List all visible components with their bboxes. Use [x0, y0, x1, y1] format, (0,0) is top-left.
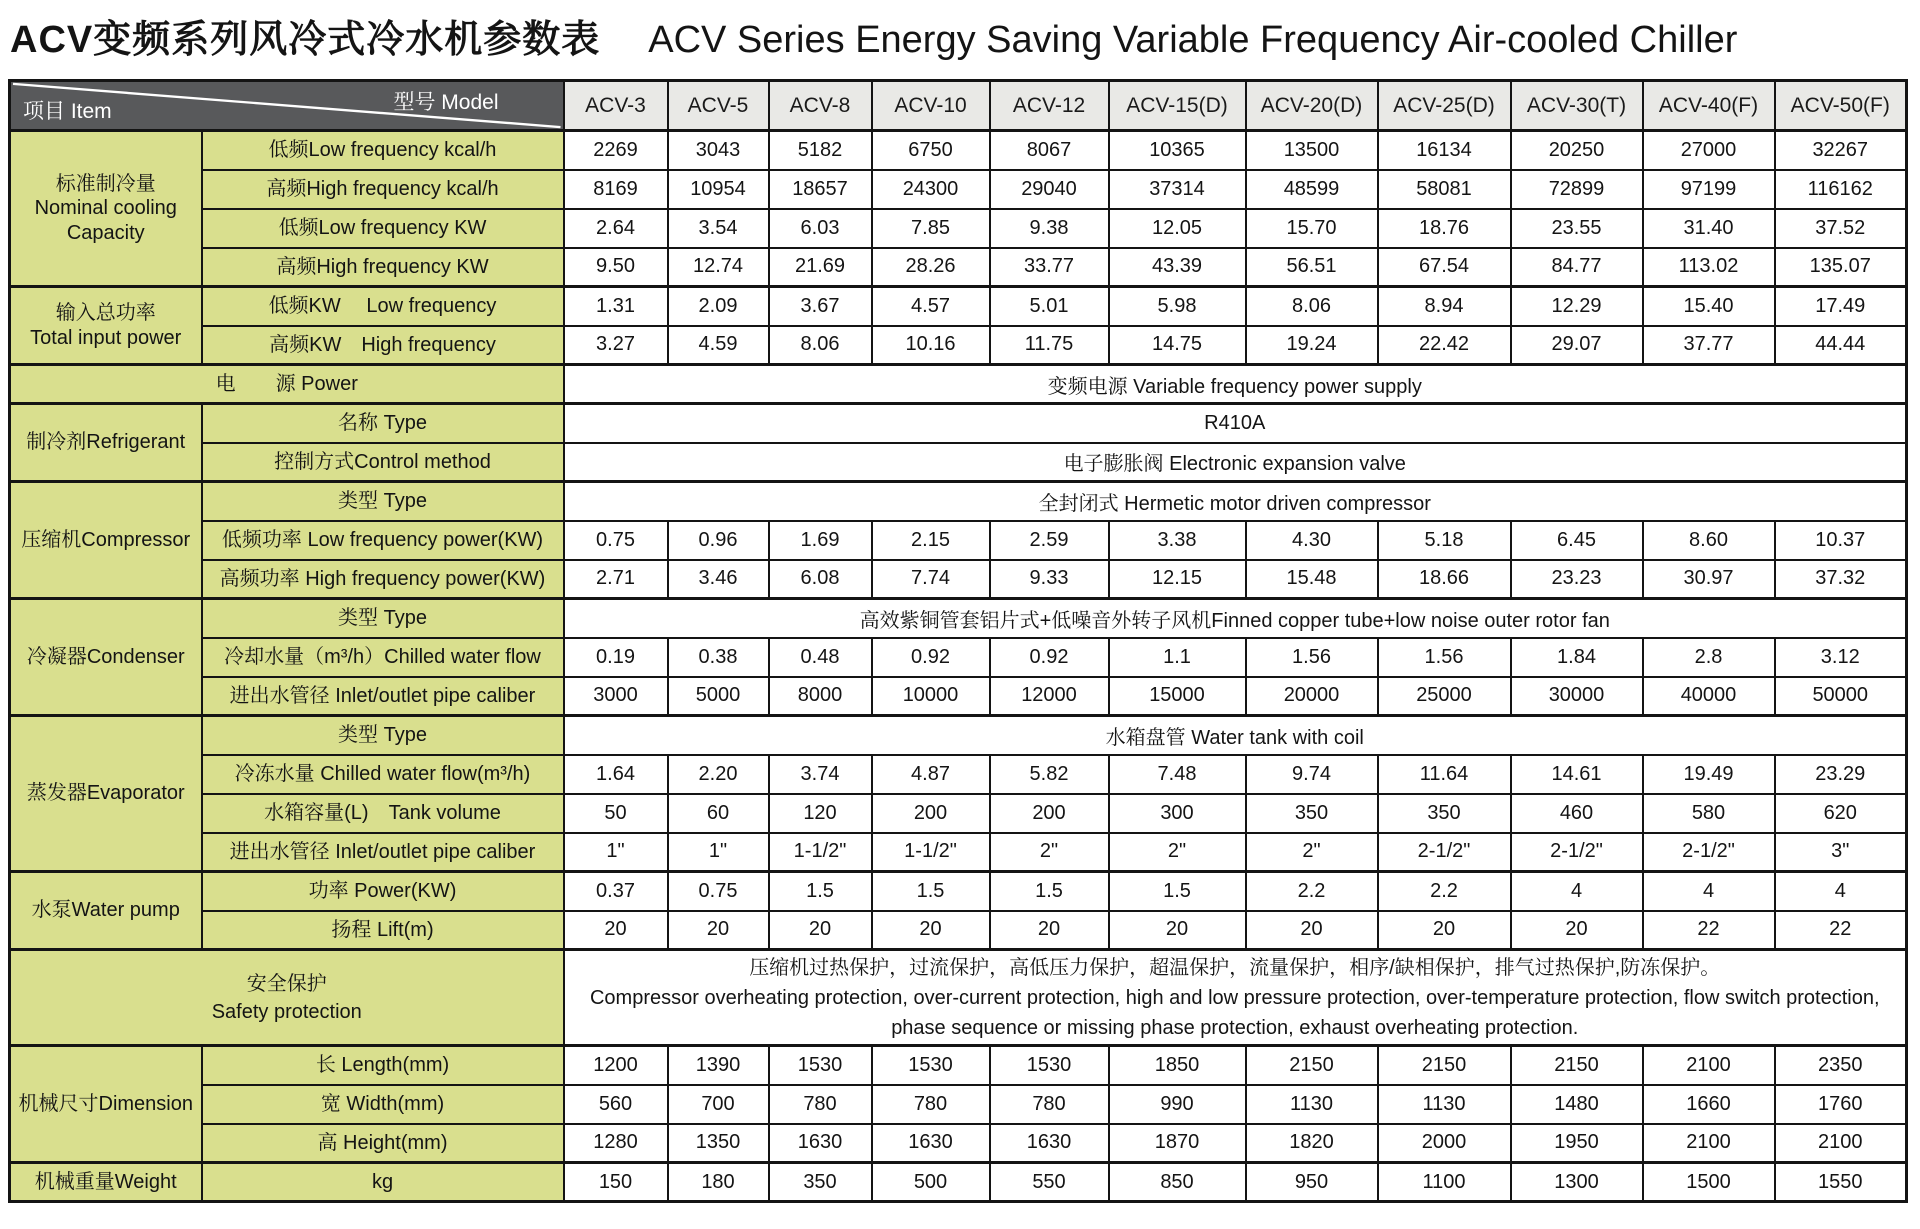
value-cell: 29.07 [1511, 326, 1643, 365]
value-cell: 12.74 [668, 248, 769, 287]
value-cell: 21.69 [769, 248, 872, 287]
value-cell: 3000 [564, 677, 668, 716]
value-cell: 1870 [1109, 1124, 1246, 1163]
value-cell: 10365 [1109, 131, 1246, 170]
value-cell: 1" [668, 833, 769, 872]
value-cell: 780 [872, 1085, 990, 1124]
value-cell: 500 [872, 1163, 990, 1202]
table-row [10, 677, 1907, 716]
group-label: 水泵Water pump [10, 872, 202, 950]
value-cell: 18.66 [1378, 560, 1511, 599]
value-cell: 3.54 [668, 209, 769, 248]
value-cell: 990 [1109, 1085, 1246, 1124]
value-cell: 4.87 [872, 755, 990, 794]
value-cell: 33.77 [990, 248, 1109, 287]
span-value-cell: 压缩机过热保护，过流保护，高低压力保护，超温保护，流量保护，相序/缺相保护，排气过热保护,防冻保护。 Compressor overheating protection, over-current protection, high and low pressure protection, over-temperature protection, flow switch protection, phase sequence or missing phase protection, exhaust overheating protection. [564, 950, 1907, 1046]
value-cell: 20 [1511, 911, 1643, 950]
value-cell: 113.02 [1643, 248, 1775, 287]
value-cell: 20 [1109, 911, 1246, 950]
value-cell: 1200 [564, 1046, 668, 1085]
value-cell: 18.76 [1378, 209, 1511, 248]
value-cell: 20 [668, 911, 769, 950]
row-label: 进出水管径 Inlet/outlet pipe caliber [202, 833, 564, 872]
value-cell: 4.57 [872, 287, 990, 326]
group-label: 蒸发器Evaporator [10, 716, 202, 872]
value-cell: 1.5 [990, 872, 1109, 911]
value-cell: 5.82 [990, 755, 1109, 794]
value-cell: 27000 [1643, 131, 1775, 170]
span-value-cell: 高效紫铜管套铝片式+低噪音外转子风机Finned copper tube+low noise outer rotor fan [564, 599, 1907, 638]
value-cell: 1.84 [1511, 638, 1643, 677]
value-cell: 30000 [1511, 677, 1643, 716]
row-label: 水箱容量(L) Tank volume [202, 794, 564, 833]
value-cell: 37.32 [1775, 560, 1907, 599]
value-cell: 15.70 [1246, 209, 1378, 248]
value-cell: 20 [1246, 911, 1378, 950]
group-label: 输入总功率 Total input power [10, 287, 202, 365]
model-header: ACV-15(D) [1109, 81, 1246, 131]
value-cell: 84.77 [1511, 248, 1643, 287]
value-cell: 1500 [1643, 1163, 1775, 1202]
value-cell: 3.46 [668, 560, 769, 599]
model-header: ACV-25(D) [1378, 81, 1511, 131]
value-cell: 16134 [1378, 131, 1511, 170]
value-cell: 9.50 [564, 248, 668, 287]
value-cell: 200 [872, 794, 990, 833]
value-cell: 2.20 [668, 755, 769, 794]
table-row [10, 638, 1907, 677]
value-cell: 28.26 [872, 248, 990, 287]
value-cell: 5182 [769, 131, 872, 170]
value-cell: 0.19 [564, 638, 668, 677]
row-label: 高频High frequency kcal/h [202, 170, 564, 209]
value-cell: 0.92 [990, 638, 1109, 677]
value-cell: 1100 [1378, 1163, 1511, 1202]
value-cell: 15.48 [1246, 560, 1378, 599]
value-cell: 6.08 [769, 560, 872, 599]
span-value-cell: 变频电源 Variable frequency power supply [564, 365, 1907, 404]
value-cell: 0.75 [668, 872, 769, 911]
value-cell: 22.42 [1378, 326, 1511, 365]
value-cell: 10.37 [1775, 521, 1907, 560]
group-label: 压缩机Compressor [10, 482, 202, 599]
value-cell: 8067 [990, 131, 1109, 170]
value-cell: 2" [1246, 833, 1378, 872]
value-cell: 2" [1109, 833, 1246, 872]
value-cell: 6750 [872, 131, 990, 170]
value-cell: 1-1/2" [872, 833, 990, 872]
model-header-row [10, 81, 1907, 131]
value-cell: 10954 [668, 170, 769, 209]
value-cell: 48599 [1246, 170, 1378, 209]
value-cell: 2.59 [990, 521, 1109, 560]
value-cell: 8.06 [1246, 287, 1378, 326]
spec-table [8, 79, 1908, 1203]
value-cell: 20 [1378, 911, 1511, 950]
value-cell: 18657 [769, 170, 872, 209]
value-cell: 150 [564, 1163, 668, 1202]
model-header: ACV-30(T) [1511, 81, 1643, 131]
row-label: 高频功率 High frequency power(KW) [202, 560, 564, 599]
value-cell: 20 [872, 911, 990, 950]
group-label: 标准制冷量 Nominal cooling Capacity [10, 131, 202, 287]
table-row [10, 521, 1907, 560]
row-label: 高 Height(mm) [202, 1124, 564, 1163]
value-cell: 19.49 [1643, 755, 1775, 794]
value-cell: 10.16 [872, 326, 990, 365]
table-row [10, 365, 1907, 404]
value-cell: 1630 [769, 1124, 872, 1163]
value-cell: 31.40 [1643, 209, 1775, 248]
value-cell: 2.71 [564, 560, 668, 599]
value-cell: 56.51 [1246, 248, 1378, 287]
table-row [10, 911, 1907, 950]
group-label: 制冷剂Refrigerant [10, 404, 202, 482]
row-label: 控制方式Control method [202, 443, 564, 482]
row-label: 进出水管径 Inlet/outlet pipe caliber [202, 677, 564, 716]
value-cell: 135.07 [1775, 248, 1907, 287]
value-cell: 5.01 [990, 287, 1109, 326]
value-cell: 6.03 [769, 209, 872, 248]
value-cell: 580 [1643, 794, 1775, 833]
page-title-zh: ACV变频系列风冷式冷水机参数表 [10, 19, 601, 61]
value-cell: 950 [1246, 1163, 1378, 1202]
value-cell: 1630 [990, 1124, 1109, 1163]
value-cell: 2000 [1378, 1124, 1511, 1163]
table-row [10, 794, 1907, 833]
value-cell: 1480 [1511, 1085, 1643, 1124]
value-cell: 14.61 [1511, 755, 1643, 794]
value-cell: 2.09 [668, 287, 769, 326]
value-cell: 17.49 [1775, 287, 1907, 326]
merged-row-label: 电 源 Power [10, 365, 564, 404]
value-cell: 72899 [1511, 170, 1643, 209]
value-cell: 4 [1511, 872, 1643, 911]
value-cell: 1130 [1246, 1085, 1378, 1124]
value-cell: 116162 [1775, 170, 1907, 209]
value-cell: 1760 [1775, 1085, 1907, 1124]
table-row [10, 326, 1907, 365]
value-cell: 700 [668, 1085, 769, 1124]
value-cell: 40000 [1643, 677, 1775, 716]
value-cell: 2-1/2" [1511, 833, 1643, 872]
model-header: ACV-3 [564, 81, 668, 131]
span-value-cell: 全封闭式 Hermetic motor driven compressor [564, 482, 1907, 521]
row-label: 低频Low frequency kcal/h [202, 131, 564, 170]
value-cell: 780 [769, 1085, 872, 1124]
value-cell: 8000 [769, 677, 872, 716]
row-label: 低频功率 Low frequency power(KW) [202, 521, 564, 560]
value-cell: 1530 [769, 1046, 872, 1085]
value-cell: 5000 [668, 677, 769, 716]
value-cell: 2" [990, 833, 1109, 872]
corner-cell [10, 81, 564, 131]
value-cell: 1.1 [1109, 638, 1246, 677]
value-cell: 50000 [1775, 677, 1907, 716]
value-cell: 1-1/2" [769, 833, 872, 872]
value-cell: 350 [769, 1163, 872, 1202]
row-label: 名称 Type [202, 404, 564, 443]
value-cell: 11.64 [1378, 755, 1511, 794]
value-cell: 0.96 [668, 521, 769, 560]
model-header: ACV-20(D) [1246, 81, 1378, 131]
value-cell: 8.94 [1378, 287, 1511, 326]
value-cell: 32267 [1775, 131, 1907, 170]
model-header: ACV-50(F) [1775, 81, 1907, 131]
table-row [10, 443, 1907, 482]
row-label: 类型 Type [202, 599, 564, 638]
value-cell: 43.39 [1109, 248, 1246, 287]
value-cell: 58081 [1378, 170, 1511, 209]
table-row [10, 599, 1907, 638]
value-cell: 12000 [990, 677, 1109, 716]
value-cell: 19.24 [1246, 326, 1378, 365]
value-cell: 2.2 [1378, 872, 1511, 911]
value-cell: 7.85 [872, 209, 990, 248]
value-cell: 1.69 [769, 521, 872, 560]
table-row [10, 248, 1907, 287]
value-cell: 550 [990, 1163, 1109, 1202]
value-cell: 560 [564, 1085, 668, 1124]
value-cell: 6.45 [1511, 521, 1643, 560]
value-cell: 9.74 [1246, 755, 1378, 794]
value-cell: 15.40 [1643, 287, 1775, 326]
value-cell: 23.23 [1511, 560, 1643, 599]
value-cell: 4 [1643, 872, 1775, 911]
row-label: 类型 Type [202, 482, 564, 521]
value-cell: 0.48 [769, 638, 872, 677]
value-cell: 1530 [872, 1046, 990, 1085]
value-cell: 620 [1775, 794, 1907, 833]
row-label: 冷冻水量 Chilled water flow(m³/h) [202, 755, 564, 794]
value-cell: 97199 [1643, 170, 1775, 209]
row-label: 扬程 Lift(m) [202, 911, 564, 950]
value-cell: 2150 [1246, 1046, 1378, 1085]
value-cell: 12.15 [1109, 560, 1246, 599]
row-label: 高频KW High frequency [202, 326, 564, 365]
span-value-cell: 电子膨胀阀 Electronic expansion valve [564, 443, 1907, 482]
group-label: 机械重量Weight [10, 1163, 202, 1202]
row-label: 功率 Power(KW) [202, 872, 564, 911]
value-cell: 4.30 [1246, 521, 1378, 560]
row-label: 低频KW Low frequency [202, 287, 564, 326]
value-cell: 2-1/2" [1378, 833, 1511, 872]
value-cell: 4.59 [668, 326, 769, 365]
span-value-cell: R410A [564, 404, 1907, 443]
value-cell: 12.29 [1511, 287, 1643, 326]
value-cell: 20 [769, 911, 872, 950]
value-cell: 1550 [1775, 1163, 1907, 1202]
table-row [10, 716, 1907, 755]
model-header: ACV-8 [769, 81, 872, 131]
row-label: 高频High frequency KW [202, 248, 564, 287]
value-cell: 20 [564, 911, 668, 950]
table-row [10, 950, 1907, 1046]
table-row [10, 1163, 1907, 1202]
value-cell: 1850 [1109, 1046, 1246, 1085]
table-row [10, 209, 1907, 248]
value-cell: 300 [1109, 794, 1246, 833]
value-cell: 120 [769, 794, 872, 833]
value-cell: 5.18 [1378, 521, 1511, 560]
value-cell: 2269 [564, 131, 668, 170]
value-cell: 1950 [1511, 1124, 1643, 1163]
value-cell: 13500 [1246, 131, 1378, 170]
value-cell: 1280 [564, 1124, 668, 1163]
table-row [10, 404, 1907, 443]
value-cell: 0.75 [564, 521, 668, 560]
value-cell: 29040 [990, 170, 1109, 209]
value-cell: 2350 [1775, 1046, 1907, 1085]
value-cell: 2.8 [1643, 638, 1775, 677]
value-cell: 1.5 [769, 872, 872, 911]
value-cell: 37.52 [1775, 209, 1907, 248]
item-corner-label: 项目 Item [23, 100, 112, 123]
value-cell: 7.74 [872, 560, 990, 599]
value-cell: 1660 [1643, 1085, 1775, 1124]
value-cell: 850 [1109, 1163, 1246, 1202]
value-cell: 1130 [1378, 1085, 1511, 1124]
value-cell: 20000 [1246, 677, 1378, 716]
value-cell: 11.75 [990, 326, 1109, 365]
value-cell: 20250 [1511, 131, 1643, 170]
value-cell: 3.27 [564, 326, 668, 365]
value-cell: 8169 [564, 170, 668, 209]
merged-row-label: 安全保护 Safety protection [10, 950, 564, 1046]
row-label: 低频Low frequency KW [202, 209, 564, 248]
page-title-en: ACV Series Energy Saving Variable Frequency Air-cooled Chiller [648, 19, 1738, 61]
table-row [10, 482, 1907, 521]
model-header: ACV-40(F) [1643, 81, 1775, 131]
group-label: 冷凝器Condenser [10, 599, 202, 716]
value-cell: 3" [1775, 833, 1907, 872]
value-cell: 50 [564, 794, 668, 833]
value-cell: 23.29 [1775, 755, 1907, 794]
table-row [10, 170, 1907, 209]
value-cell: 30.97 [1643, 560, 1775, 599]
value-cell: 14.75 [1109, 326, 1246, 365]
table-row [10, 1085, 1907, 1124]
value-cell: 10000 [872, 677, 990, 716]
value-cell: 5.98 [1109, 287, 1246, 326]
value-cell: 780 [990, 1085, 1109, 1124]
value-cell: 3.12 [1775, 638, 1907, 677]
value-cell: 3.38 [1109, 521, 1246, 560]
value-cell: 2150 [1378, 1046, 1511, 1085]
value-cell: 1530 [990, 1046, 1109, 1085]
value-cell: 1.56 [1246, 638, 1378, 677]
value-cell: 1.64 [564, 755, 668, 794]
value-cell: 9.38 [990, 209, 1109, 248]
value-cell: 2.64 [564, 209, 668, 248]
value-cell: 37314 [1109, 170, 1246, 209]
value-cell: 2.15 [872, 521, 990, 560]
row-label: 长 Length(mm) [202, 1046, 564, 1085]
row-label: 类型 Type [202, 716, 564, 755]
row-label: kg [202, 1163, 564, 1202]
value-cell: 25000 [1378, 677, 1511, 716]
model-header: ACV-10 [872, 81, 990, 131]
table-row [10, 833, 1907, 872]
value-cell: 1.5 [872, 872, 990, 911]
table-row [10, 872, 1907, 911]
value-cell: 1820 [1246, 1124, 1378, 1163]
value-cell: 1.31 [564, 287, 668, 326]
value-cell: 1.56 [1378, 638, 1511, 677]
table-row [10, 287, 1907, 326]
value-cell: 3043 [668, 131, 769, 170]
value-cell: 8.60 [1643, 521, 1775, 560]
value-cell: 1" [564, 833, 668, 872]
value-cell: 12.05 [1109, 209, 1246, 248]
value-cell: 350 [1246, 794, 1378, 833]
value-cell: 350 [1378, 794, 1511, 833]
value-cell: 2100 [1775, 1124, 1907, 1163]
value-cell: 8.06 [769, 326, 872, 365]
value-cell: 67.54 [1378, 248, 1511, 287]
value-cell: 200 [990, 794, 1109, 833]
row-label: 宽 Width(mm) [202, 1085, 564, 1124]
model-header: ACV-5 [668, 81, 769, 131]
value-cell: 2.2 [1246, 872, 1378, 911]
table-row [10, 1046, 1907, 1085]
value-cell: 180 [668, 1163, 769, 1202]
value-cell: 9.33 [990, 560, 1109, 599]
value-cell: 60 [668, 794, 769, 833]
value-cell: 2100 [1643, 1124, 1775, 1163]
value-cell: 1630 [872, 1124, 990, 1163]
value-cell: 20 [990, 911, 1109, 950]
model-header: ACV-12 [990, 81, 1109, 131]
table-row [10, 755, 1907, 794]
value-cell: 0.92 [872, 638, 990, 677]
value-cell: 0.37 [564, 872, 668, 911]
table-row [10, 1124, 1907, 1163]
value-cell: 37.77 [1643, 326, 1775, 365]
value-cell: 2-1/2" [1643, 833, 1775, 872]
value-cell: 3.74 [769, 755, 872, 794]
value-cell: 44.44 [1775, 326, 1907, 365]
value-cell: 7.48 [1109, 755, 1246, 794]
value-cell: 2100 [1643, 1046, 1775, 1085]
value-cell: 1.5 [1109, 872, 1246, 911]
row-label: 冷却水量（m³/h）Chilled water flow [202, 638, 564, 677]
value-cell: 24300 [872, 170, 990, 209]
page-title [0, 0, 1920, 63]
value-cell: 15000 [1109, 677, 1246, 716]
value-cell: 3.67 [769, 287, 872, 326]
table-row [10, 131, 1907, 170]
value-cell: 0.38 [668, 638, 769, 677]
span-value-cell: 水箱盘管 Water tank with coil [564, 716, 1907, 755]
value-cell: 22 [1775, 911, 1907, 950]
model-corner-label: 型号 Model [393, 91, 499, 114]
table-row [10, 560, 1907, 599]
value-cell: 4 [1775, 872, 1907, 911]
value-cell: 23.55 [1511, 209, 1643, 248]
value-cell: 1350 [668, 1124, 769, 1163]
group-label: 机械尺寸Dimension [10, 1046, 202, 1163]
value-cell: 2150 [1511, 1046, 1643, 1085]
value-cell: 1390 [668, 1046, 769, 1085]
value-cell: 1300 [1511, 1163, 1643, 1202]
value-cell: 460 [1511, 794, 1643, 833]
value-cell: 22 [1643, 911, 1775, 950]
